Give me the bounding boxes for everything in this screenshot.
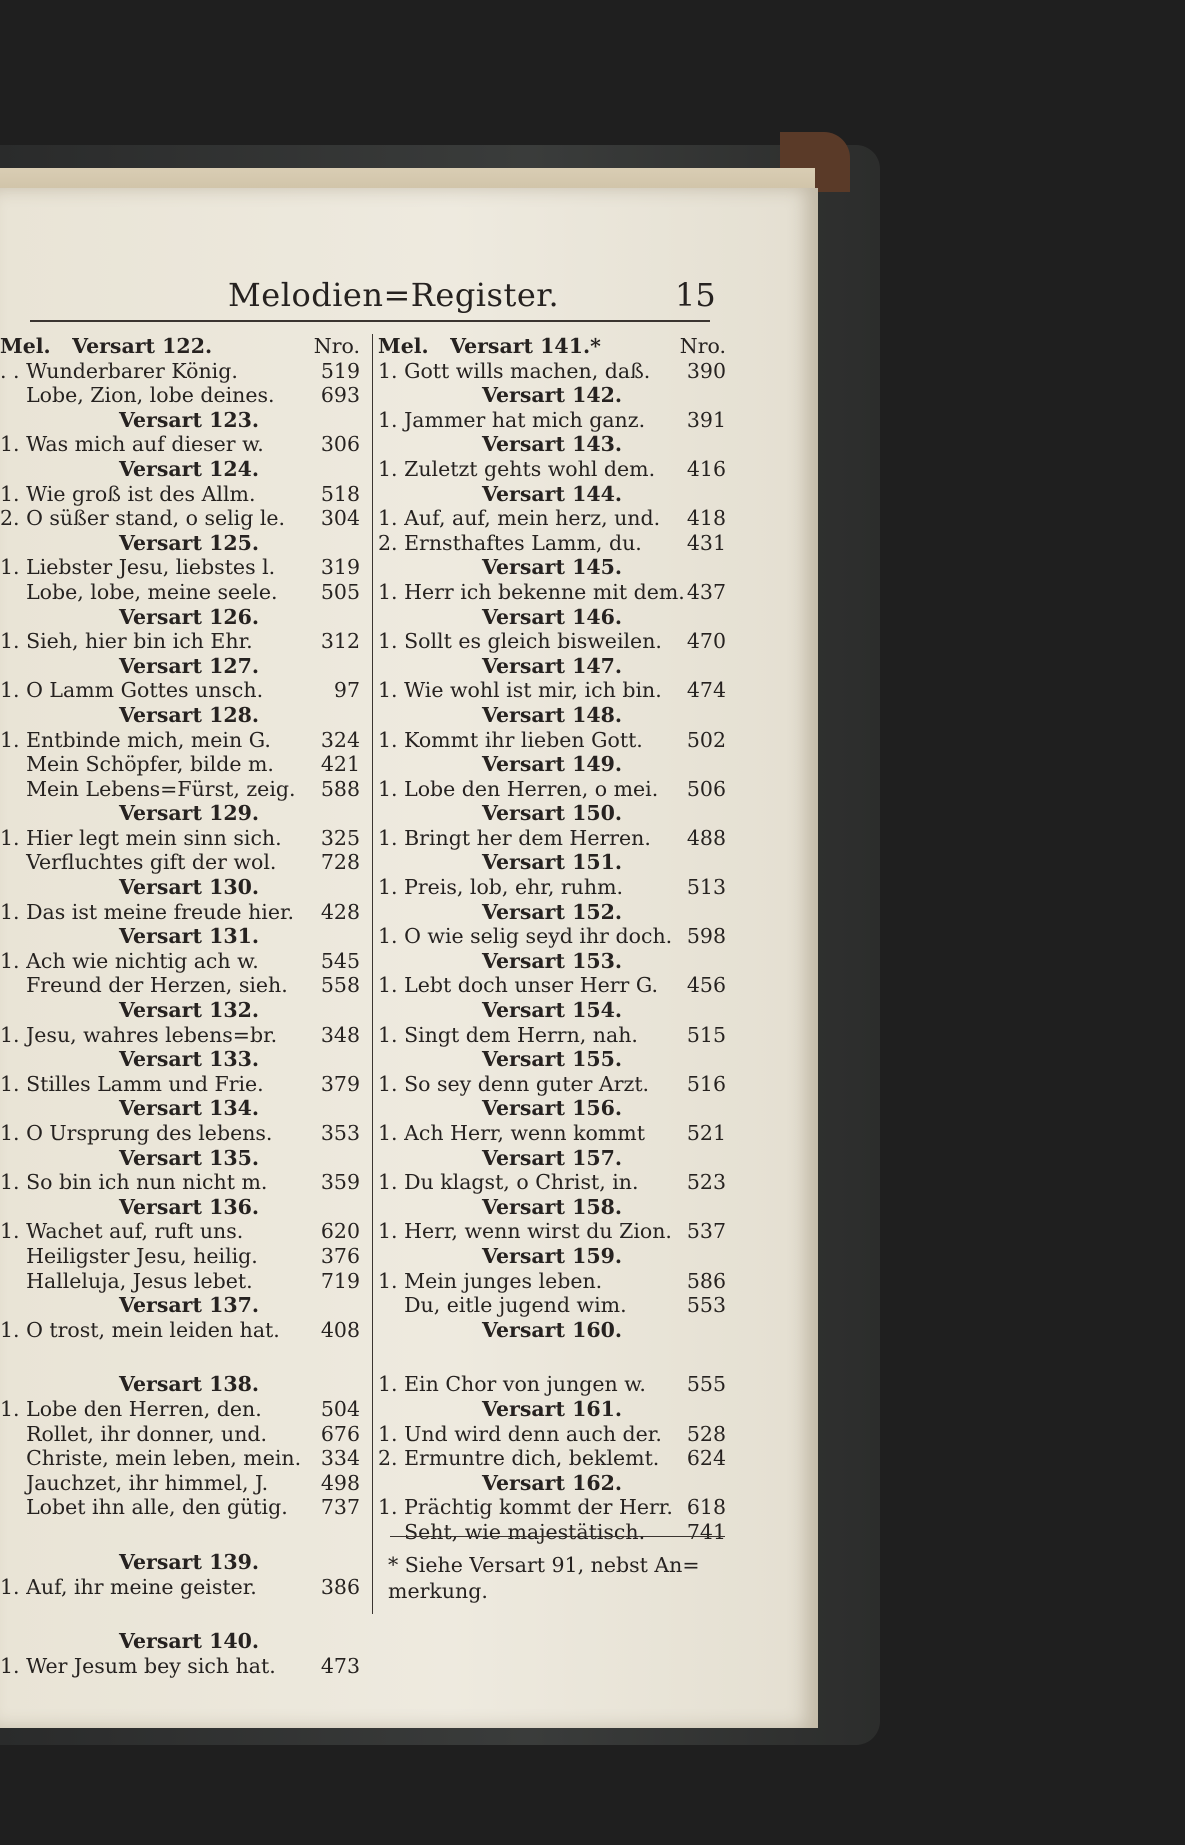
hymn-number: 513 [686,875,726,900]
entry-title: 1. Preis, lob, ehr, ruhm. [378,875,624,900]
entry-title: 1. Lobe den Herren, den. [0,1396,262,1421]
versart-heading [0,654,368,679]
hymn-number: 437 [686,579,726,604]
index-entry [378,826,726,851]
index-entry [0,850,368,875]
entry-title: 1. Du klagst, o Christ, in. [378,1170,639,1195]
index-entry [378,973,726,998]
spacer [378,1342,726,1372]
versart-label: Versart 129. [118,801,260,826]
versart-heading [378,801,726,826]
entry-title: 1. Entbinde mich, mein G. [0,727,271,752]
hymn-number: 528 [686,1421,726,1446]
hymn-number: 428 [320,899,360,924]
index-entry [0,1575,368,1600]
index-entry [378,1446,726,1471]
index-entry [0,1121,368,1146]
index-entry [0,506,368,531]
entry-title: 1. Bringt her dem Herren. [378,825,651,850]
versart-label: Versart 123. [118,407,260,432]
versart-label: Versart 135. [118,1145,260,1170]
entry-title: 1. Stilles Lamm und Frie. [0,1071,264,1096]
hymn-number: 418 [686,506,726,531]
entry-title: 1. Sieh, hier bin ich Ehr. [0,629,253,654]
hymn-number: 518 [320,481,360,506]
versart-label: Versart 143. [481,432,623,457]
versart-label: Versart 150. [481,801,623,826]
versart-label: Versart 152. [481,899,623,924]
hymn-number: 586 [686,1268,726,1293]
index-entry [0,900,368,925]
entry-title: 2. Ermuntre dich, beklemt. [378,1446,660,1471]
entry-title: 1. Herr ich bekenne mit dem. [378,579,685,604]
hymn-number: 431 [686,530,726,555]
hymn-number: 312 [320,629,360,654]
hymn-number: 391 [686,407,726,432]
versart-label: Versart 124. [118,456,260,481]
left-column [0,334,368,1678]
entry-title: Rollet, ihr donner, und. [0,1421,268,1446]
entry-title: 1. Und wird denn auch der. [378,1421,662,1446]
entry-title: 1. Wer Jesum bey sich hat. [0,1653,276,1678]
versart-label: Versart 142. [481,383,623,408]
hymn-number: 676 [320,1421,360,1446]
index-entry [378,678,726,703]
index-entry [378,924,726,949]
versart-heading [0,875,368,900]
entry-title: 1. Zuletzt gehts wohl dem. [378,456,656,481]
versart-label: Versart 133. [118,1047,260,1072]
entry-title: 1. O Ursprung des lebens. [0,1121,273,1145]
hymn-number: 470 [686,629,726,654]
index-entry [0,1170,368,1195]
hymn-number: 306 [320,432,360,457]
hymn-number: 325 [320,825,360,850]
index-entry [378,408,726,433]
versart-heading [0,1195,368,1220]
index-entry [0,555,368,580]
entry-title: Lobe, lobe, meine seele. [0,579,278,604]
index-entry [378,1293,726,1318]
page-title: Melodien=Register. [228,276,560,314]
versart-label: Versart 136. [118,1194,260,1219]
hymn-number: 741 [686,1519,726,1544]
index-entry [378,1495,726,1520]
versart-heading [378,1397,726,1422]
index-entry [378,1269,726,1294]
versart-label: Versart 126. [118,604,260,629]
index-entry [378,629,726,654]
hymn-number: 421 [320,752,360,777]
index-entry [0,1471,368,1496]
versart-label: Versart 153. [481,948,623,973]
footnote-line: * Siehe Versart 91, nebst An= [388,1553,700,1577]
versart-label: Versart 130. [118,875,260,900]
entry-title: Lobet ihn alle, den gütig. [0,1495,288,1520]
index-entry [378,1422,726,1447]
versart-label: Versart 138. [118,1372,260,1397]
index-entry [378,728,726,753]
hymn-number: Nro. [679,334,726,358]
entry-title: Christe, mein leben, mein. [0,1446,302,1471]
entry-title: 2. Ernsthaftes Lamm, du. [378,530,642,555]
entry-title: Halleluja, Jesus lebet. [0,1268,253,1293]
hymn-number: 588 [320,776,360,801]
entry-title: 1. So sey denn guter Arzt. [378,1071,650,1096]
index-entry [0,678,368,703]
index-entry [0,482,368,507]
index-entry [0,1397,368,1422]
entry-title: Freund der Herzen, sieh. [0,973,288,998]
versart-heading [0,1293,368,1318]
hymn-number: 523 [686,1170,726,1195]
hymn-number: 97 [333,678,360,703]
versart-label: Versart 144. [481,481,623,506]
versart-heading [378,949,726,974]
hymn-number: 359 [320,1170,360,1195]
hymn-number: 598 [686,924,726,949]
index-entry [378,1219,726,1244]
versart-heading [378,703,726,728]
versart-heading [0,1550,368,1575]
index-entry [0,1072,368,1097]
versart-heading [378,998,726,1023]
index-entry [0,580,368,605]
versart-label: Versart 147. [481,653,623,678]
versart-heading [378,383,726,408]
hymn-number: 353 [320,1121,360,1145]
versart-label: Versart 125. [118,530,260,555]
hymn-number: 408 [320,1317,360,1342]
index-entry [0,359,368,384]
versart-heading [0,801,368,826]
entry-title: Heiligster Jesu, heilig. [0,1243,258,1268]
hymn-number: 348 [320,1022,360,1047]
index-entry [0,1495,368,1520]
versart-heading [378,482,726,507]
index-entry [0,973,368,998]
hymn-number: 515 [686,1022,726,1047]
entry-title: 1. Ein Chor von jungen w. [378,1372,646,1397]
versart-heading [378,555,726,580]
index-entry [378,1121,726,1146]
versart-label: Versart 151. [481,850,623,875]
index-entry [378,580,726,605]
entry-title: . . Wunderbarer König. [0,358,238,383]
entry-title: Lobe, Zion, lobe deines. [0,383,275,408]
index-entry [0,1422,368,1447]
index-entry [0,752,368,777]
entry-title: 1. Wie groß ist des Allm. [0,481,256,506]
index-entry [0,728,368,753]
versart-heading [378,752,726,777]
entry-title: 2. O süßer stand, o selig le. [0,506,286,531]
entry-title: 1. Kommt ihr lieben Gott. [378,727,643,752]
hymn-number: 553 [686,1293,726,1318]
book-page [0,188,818,1728]
page-number: 15 [675,276,716,314]
entry-title: Du, eitle jugend wim. [378,1293,627,1318]
versart-heading [378,1146,726,1171]
hymn-number: 498 [320,1470,360,1495]
hymn-number: 506 [686,776,726,801]
hymn-number: 728 [320,850,360,875]
index-entry [0,949,368,974]
versart-label: Versart 157. [481,1145,623,1170]
entry-title: Mel. Versart 141.* [378,334,601,358]
hymn-number: 319 [320,555,360,580]
versart-label: Versart 139. [118,1549,260,1574]
entry-title: 1. Liebster Jesu, liebstes l. [0,555,276,580]
index-entry [0,1269,368,1294]
hymn-number: 456 [686,973,726,998]
hymn-number: 379 [320,1071,360,1096]
versart-label: Versart 162. [481,1470,623,1495]
entry-title: 1. Singt dem Herrn, nah. [378,1022,638,1047]
hymn-number: 516 [686,1071,726,1096]
versart-heading [378,1195,726,1220]
column-heading [0,334,368,359]
index-entry [0,432,368,457]
index-entry [0,1219,368,1244]
index-entry [0,1654,368,1679]
column-divider [372,334,373,1614]
versart-label: Versart 145. [481,555,623,580]
versart-label: Versart 146. [481,604,623,629]
versart-heading [0,1146,368,1171]
column-heading [378,334,726,359]
versart-heading [378,1244,726,1269]
versart-label: Versart 154. [481,998,623,1023]
hymn-number: 502 [686,727,726,752]
hymn-number: 620 [320,1219,360,1244]
entry-title: Mein Schöpfer, bilde m. [0,752,274,777]
hymn-number: 304 [320,506,360,531]
hymn-number: 558 [320,973,360,998]
hymn-number: 519 [320,358,360,383]
footnote-line: merkung. [388,1579,488,1603]
hymn-number: 488 [686,825,726,850]
index-entry [378,531,726,556]
entry-title: 1. Sollt es gleich bisweilen. [378,629,662,654]
versart-label: Versart 131. [118,924,260,949]
versart-label: Versart 132. [118,998,260,1023]
hymn-number: 624 [686,1446,726,1471]
versart-heading [378,1096,726,1121]
index-entry [0,777,368,802]
index-entry [0,1244,368,1269]
hymn-number: 693 [320,383,360,408]
entry-title: 1. O wie selig seyd ihr doch. [378,924,673,949]
index-entry [0,383,368,408]
entry-title: 1. So bin ich nun nicht m. [0,1170,268,1195]
hymn-number: 719 [320,1268,360,1293]
versart-label: Versart 159. [481,1243,623,1268]
hymn-number: 537 [686,1219,726,1244]
versart-heading [0,1372,368,1397]
versart-label: Versart 156. [481,1096,623,1121]
hymn-number: 555 [686,1372,726,1397]
entry-title: Mel. Versart 122. [0,334,213,358]
entry-title: 1. Jammer hat mich ganz. [378,407,646,432]
versart-heading [0,924,368,949]
versart-label: Versart 128. [118,702,260,727]
entry-title: Mein Lebens=Fürst, zeig. [0,776,296,801]
entry-title: Seht, wie majestätisch. [378,1519,646,1544]
hymn-number: 737 [320,1495,360,1520]
versart-heading [0,605,368,630]
versart-heading [378,605,726,630]
entry-title: 1. Jesu, wahres lebens=br. [0,1022,278,1047]
hymn-number: 390 [686,358,726,383]
hymn-number: 473 [320,1653,360,1678]
index-entry [378,777,726,802]
versart-label: Versart 158. [481,1194,623,1219]
versart-heading [378,850,726,875]
entry-title: 1. Lobe den Herren, o mei. [378,776,659,801]
versart-heading [0,1047,368,1072]
entry-title: 1. O Lamm Gottes unsch. [0,678,264,703]
versart-heading [378,1471,726,1496]
entry-title: Verfluchtes gift der wol. [0,850,277,875]
versart-heading [0,531,368,556]
entry-title: 1. Wachet auf, ruft uns. [0,1219,244,1244]
header-rule [30,320,710,322]
index-entry [0,1318,368,1343]
versart-heading [0,998,368,1023]
entry-title: 1. Prächtig kommt der Herr. [378,1495,673,1520]
versart-label: Versart 148. [481,702,623,727]
entry-title: 1. Das ist meine freude hier. [0,899,295,924]
entry-title: 1. Herr, wenn wirst du Zion. [378,1219,672,1244]
versart-label: Versart 127. [118,653,260,678]
hymn-number: 545 [320,948,360,973]
versart-label: Versart 160. [481,1317,623,1342]
spacer [0,1342,368,1372]
entry-title: 1. Gott wills machen, daß. [378,358,651,383]
spacer [0,1599,368,1629]
versart-heading [378,432,726,457]
hymn-number: Nro. [313,334,360,358]
hymn-number: 324 [320,727,360,752]
versart-heading [378,900,726,925]
hymn-number: 334 [320,1446,360,1471]
versart-label: Versart 161. [481,1396,623,1421]
versart-heading [0,408,368,433]
index-entry [378,457,726,482]
index-entry [378,1072,726,1097]
versart-heading [0,1096,368,1121]
hymn-number: 376 [320,1243,360,1268]
spacer [0,1520,368,1550]
index-entry [0,629,368,654]
entry-title: 1. Wie wohl ist mir, ich bin. [378,678,662,703]
index-entry [378,359,726,384]
hymn-number: 618 [686,1495,726,1520]
versart-label: Versart 149. [481,752,623,777]
entry-title: 1. Mein junges leben. [378,1268,603,1293]
index-entry [378,1170,726,1195]
versart-heading [378,1047,726,1072]
entry-title: 1. Auf, auf, mein herz, und. [378,506,661,531]
index-entry [0,1023,368,1048]
entry-title: 1. Ach wie nichtig ach w. [0,948,259,973]
index-entry [378,875,726,900]
hymn-number: 505 [320,579,360,604]
footnote [388,1552,728,1604]
entry-title: 1. Was mich auf dieser w. [0,432,264,457]
entry-title: 1. Auf, ihr meine geister. [0,1574,257,1599]
index-entry [378,1023,726,1048]
hymn-number: 474 [686,678,726,703]
hymn-number: 416 [686,456,726,481]
entry-title: 1. Lebt doch unser Herr G. [378,973,659,998]
entry-title: 1. O trost, mein leiden hat. [0,1317,280,1342]
versart-label: Versart 134. [118,1096,260,1121]
versart-heading [0,703,368,728]
hymn-number: 504 [320,1396,360,1421]
versart-label: Versart 140. [118,1629,260,1654]
index-entry [378,506,726,531]
index-entry [378,1372,726,1397]
entry-title: Jauchzet, ihr himmel, J. [0,1470,269,1495]
index-entry [0,1446,368,1471]
index-entry [0,826,368,851]
hymn-number: 521 [686,1121,726,1145]
versart-label: Versart 155. [481,1047,623,1072]
right-column [378,334,726,1545]
footnote-rule [390,1536,725,1537]
versart-heading [378,654,726,679]
running-head [0,276,720,320]
entry-title: 1. Ach Herr, wenn kommt [378,1121,645,1145]
versart-heading [378,1318,726,1343]
versart-heading [0,457,368,482]
versart-label: Versart 137. [118,1293,260,1318]
hymn-number: 386 [320,1574,360,1599]
versart-heading [0,1629,368,1654]
index-entry [378,1520,726,1545]
entry-title: 1. Hier legt mein sinn sich. [0,825,282,850]
